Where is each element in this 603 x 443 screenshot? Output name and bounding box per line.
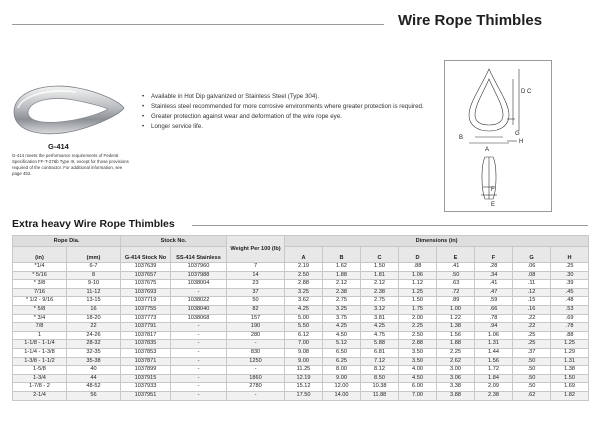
cell-g: .16 [513, 305, 551, 314]
cell-a: 7.00 [285, 340, 323, 349]
thimble-spec-table [12, 235, 589, 401]
cell-d: 6.00 [399, 383, 437, 392]
cell-a: 2.19 [285, 263, 323, 272]
dim-label-h: H [519, 139, 524, 145]
cell-weight: 2780 [227, 383, 285, 392]
cell-mm: 22 [67, 323, 121, 332]
cell-h: 1.38 [551, 366, 589, 375]
table-row [13, 288, 589, 297]
header-rope-dia: Rope Dia. [13, 236, 121, 247]
cell-b: 2.75 [323, 297, 361, 306]
cell-h: .88 [551, 331, 589, 340]
cell-g: .11 [513, 280, 551, 289]
cell-mm: 11-12 [67, 288, 121, 297]
cell-ss414: - [171, 391, 227, 400]
cell-f: .66 [475, 305, 513, 314]
cell-c: 8.12 [361, 366, 399, 375]
cell-e: .89 [437, 297, 475, 306]
cell-in: * 3/8 [13, 280, 67, 289]
cell-h: .69 [551, 314, 589, 323]
header-g414: G-414 Stock No [121, 247, 171, 263]
cell-mm: 13-15 [67, 297, 121, 306]
table-row [13, 348, 589, 357]
cell-c: 10.38 [361, 383, 399, 392]
cell-g: .50 [513, 374, 551, 383]
section-title: Extra heavy Wire Rope Thimbles [12, 218, 175, 230]
header-g: G [513, 247, 551, 263]
cell-d: 4.00 [399, 366, 437, 375]
cell-weight: 23 [227, 280, 285, 289]
dim-label-b: B [459, 135, 464, 141]
header-mm: (mm) [67, 247, 121, 263]
table-row [13, 271, 589, 280]
cell-d: 1.12 [399, 280, 437, 289]
cell-ss414: - [171, 366, 227, 375]
feature-text: Stainless steel recommended for more corrosive environments where greater protection is required. [151, 103, 424, 110]
cell-h: .53 [551, 305, 589, 314]
cell-weight: - [227, 366, 285, 375]
cell-f: .34 [475, 271, 513, 280]
cell-d: 3.50 [399, 357, 437, 366]
cell-g: .50 [513, 366, 551, 375]
cell-b: 2.12 [323, 280, 361, 289]
cell-ss414: 1038040 [171, 305, 227, 314]
cell-d: 2.25 [399, 323, 437, 332]
cell-ss414: 1038022 [171, 297, 227, 306]
cell-ss414: - [171, 374, 227, 383]
cell-e: 2.25 [437, 348, 475, 357]
cell-mm: 8 [67, 271, 121, 280]
cell-c: 7.12 [361, 357, 399, 366]
cell-b: 2.38 [323, 288, 361, 297]
page-title: Wire Rope Thimbles [398, 12, 543, 29]
table-row [13, 391, 589, 400]
cell-h: .78 [551, 323, 589, 332]
cell-f: .59 [475, 297, 513, 306]
cell-d: .88 [399, 263, 437, 272]
cell-g414: 1037835 [121, 340, 171, 349]
dimension-diagram [444, 60, 552, 212]
cell-f: 1.06 [475, 331, 513, 340]
cell-e: .63 [437, 280, 475, 289]
cell-f: 2.38 [475, 391, 513, 400]
feature-item [142, 102, 432, 112]
cell-weight: 190 [227, 323, 285, 332]
cell-f: .47 [475, 288, 513, 297]
cell-b: 3.25 [323, 305, 361, 314]
cell-g414: 1037791 [121, 323, 171, 332]
cell-b: 6.25 [323, 357, 361, 366]
cell-in: 1-3/8 - 1-1/2 [13, 357, 67, 366]
cell-g414: 1037773 [121, 314, 171, 323]
cell-ss414: - [171, 383, 227, 392]
cell-mm: 40 [67, 366, 121, 375]
cell-a: 3.25 [285, 288, 323, 297]
feature-list [142, 92, 432, 132]
dim-label-f: F [491, 187, 495, 193]
table-row [13, 374, 589, 383]
cell-b: 9.00 [323, 374, 361, 383]
cell-in: * 5/8 [13, 305, 67, 314]
cell-weight: 1250 [227, 357, 285, 366]
cell-g: .50 [513, 357, 551, 366]
cell-d: 7.00 [399, 391, 437, 400]
table-row [13, 314, 589, 323]
cell-mm: 28-32 [67, 340, 121, 349]
header-b: B [323, 247, 361, 263]
product-description: G-414 meets the performance requirements of Federal Specification FF-T-276b Type III, except for those provisions required of the contractor. For additional information, see page 452. [12, 153, 129, 176]
cell-h: 1.82 [551, 391, 589, 400]
cell-mm: 48-52 [67, 383, 121, 392]
dim-label-a: A [485, 147, 490, 153]
cell-g414: 1037675 [121, 280, 171, 289]
header-h: H [551, 247, 589, 263]
table-row [13, 297, 589, 306]
cell-ss414: - [171, 331, 227, 340]
feature-item [142, 122, 432, 132]
cell-b: 1.88 [323, 271, 361, 280]
cell-g414: 1037693 [121, 288, 171, 297]
table-row [13, 305, 589, 314]
cell-g414: 1037933 [121, 383, 171, 392]
cell-ss414: 1037960 [171, 263, 227, 272]
cell-mm: 56 [67, 391, 121, 400]
cell-e: .50 [437, 271, 475, 280]
cell-e: .41 [437, 263, 475, 272]
cell-h: 1.50 [551, 374, 589, 383]
cell-d: 1.50 [399, 297, 437, 306]
cell-e: 3.88 [437, 391, 475, 400]
bullet-icon: • [142, 93, 145, 100]
cell-g: .62 [513, 391, 551, 400]
header-in: (in) [13, 247, 67, 263]
header-weight: Weight Per 100 (lb) [227, 236, 285, 263]
cell-mm: 9-10 [67, 280, 121, 289]
cell-g414: 1037871 [121, 357, 171, 366]
cell-g414: 1037853 [121, 348, 171, 357]
dim-label-d: D [521, 89, 526, 95]
cell-weight: 830 [227, 348, 285, 357]
cell-g: .25 [513, 331, 551, 340]
cell-a: 5.50 [285, 323, 323, 332]
dim-label-e: E [491, 202, 496, 208]
cell-in: 1-3/4 [13, 374, 67, 383]
cell-g: .06 [513, 263, 551, 272]
cell-e: .72 [437, 288, 475, 297]
header-stock-no: Stock No. [121, 236, 227, 247]
cell-h: .48 [551, 297, 589, 306]
cell-h: 1.29 [551, 348, 589, 357]
header-c: C [361, 247, 399, 263]
cell-in: 1-5/8 [13, 366, 67, 375]
feature-text: Available in Hot Dip galvanized or Stainless Steel (Type 304). [151, 93, 320, 100]
table-row [13, 366, 589, 375]
cell-in: 1-1/4 - 1-3/8 [13, 348, 67, 357]
cell-d: 1.25 [399, 288, 437, 297]
cell-g414: 1037915 [121, 374, 171, 383]
bullet-icon: • [142, 113, 145, 120]
cell-mm: 24-26 [67, 331, 121, 340]
cell-g414: 1037817 [121, 331, 171, 340]
cell-g: .12 [513, 288, 551, 297]
cell-b: 3.75 [323, 314, 361, 323]
cell-f: .94 [475, 323, 513, 332]
cell-ss414: - [171, 348, 227, 357]
cell-d: 2.50 [399, 331, 437, 340]
cell-g414: 1037951 [121, 391, 171, 400]
cell-a: 4.25 [285, 305, 323, 314]
cell-b: 1.62 [323, 263, 361, 272]
cell-h: .30 [551, 271, 589, 280]
table-row [13, 280, 589, 289]
bullet-icon: • [142, 123, 145, 130]
cell-c: 8.50 [361, 374, 399, 383]
cell-a: 5.00 [285, 314, 323, 323]
cell-in: 1-7/8 - 2 [13, 383, 67, 392]
cell-a: 2.50 [285, 271, 323, 280]
product-code: G-414 [48, 142, 69, 151]
cell-in: *1/4 [13, 263, 67, 272]
cell-g414: 1037657 [121, 271, 171, 280]
header-e: E [437, 247, 475, 263]
cell-g414: 1037755 [121, 305, 171, 314]
cell-g: .22 [513, 314, 551, 323]
cell-b: 12.00 [323, 383, 361, 392]
cell-g: .08 [513, 271, 551, 280]
cell-mm: 32-35 [67, 348, 121, 357]
cell-d: 4.50 [399, 374, 437, 383]
cell-g: .37 [513, 348, 551, 357]
dim-label-g: G [515, 131, 520, 137]
cell-weight: 280 [227, 331, 285, 340]
cell-mm: 6-7 [67, 263, 121, 272]
cell-weight: 82 [227, 305, 285, 314]
cell-d: 2.88 [399, 340, 437, 349]
cell-c: 6.81 [361, 348, 399, 357]
table-row [13, 383, 589, 392]
cell-g414: 1037639 [121, 263, 171, 272]
cell-in: * 1/2 - 9/16 [13, 297, 67, 306]
cell-f: 1.44 [475, 348, 513, 357]
cell-h: 1.31 [551, 357, 589, 366]
cell-e: 1.22 [437, 314, 475, 323]
table-row [13, 331, 589, 340]
cell-h: .39 [551, 280, 589, 289]
header-dimensions: Dimensions (in) [285, 236, 589, 247]
cell-f: 1.31 [475, 340, 513, 349]
cell-g414: 1037719 [121, 297, 171, 306]
cell-d: 1.75 [399, 305, 437, 314]
cell-f: .41 [475, 280, 513, 289]
cell-weight: - [227, 391, 285, 400]
cell-c: 3.12 [361, 305, 399, 314]
cell-c: 2.38 [361, 288, 399, 297]
cell-f: .78 [475, 314, 513, 323]
cell-mm: 35-38 [67, 357, 121, 366]
cell-a: 3.62 [285, 297, 323, 306]
title-rule [12, 24, 384, 25]
feature-item [142, 112, 432, 122]
table-row [13, 263, 589, 272]
cell-a: 9.08 [285, 348, 323, 357]
cell-a: 2.88 [285, 280, 323, 289]
thimble-dimension-drawing [445, 61, 551, 211]
cell-in: * 5/16 [13, 271, 67, 280]
feature-text: Longer service life. [151, 123, 203, 130]
cell-mm: 18-20 [67, 314, 121, 323]
thimble-product-image [8, 78, 128, 140]
feature-text: Greater protection against wear and deformation of the wire rope eye. [151, 113, 342, 120]
cell-d: 2.00 [399, 314, 437, 323]
cell-h: .45 [551, 288, 589, 297]
cell-f: 1.56 [475, 357, 513, 366]
cell-f: .28 [475, 263, 513, 272]
cell-a: 6.12 [285, 331, 323, 340]
header-a: A [285, 247, 323, 263]
cell-b: 4.25 [323, 323, 361, 332]
cell-f: 1.84 [475, 374, 513, 383]
cell-weight: 50 [227, 297, 285, 306]
cell-g: .15 [513, 297, 551, 306]
cell-in: * 3/4 [13, 314, 67, 323]
cell-d: 1.06 [399, 271, 437, 280]
cell-c: 2.12 [361, 280, 399, 289]
cell-e: 1.00 [437, 305, 475, 314]
cell-c: 11.88 [361, 391, 399, 400]
cell-e: 1.56 [437, 331, 475, 340]
cell-ss414: - [171, 357, 227, 366]
cell-f: 1.72 [475, 366, 513, 375]
cell-f: 2.09 [475, 383, 513, 392]
cell-ss414: 1038068 [171, 314, 227, 323]
cell-a: 11.25 [285, 366, 323, 375]
cell-c: 3.81 [361, 314, 399, 323]
cell-in: 7/16 [13, 288, 67, 297]
header-d: D [399, 247, 437, 263]
cell-in: 1-1/8 - 1-1/4 [13, 340, 67, 349]
spec-table-body [13, 263, 589, 401]
thimble-photo-illustration [8, 78, 128, 140]
cell-c: 1.50 [361, 263, 399, 272]
section-rule [192, 225, 588, 226]
cell-weight: 1860 [227, 374, 285, 383]
cell-ss414: 1038004 [171, 280, 227, 289]
cell-e: 3.00 [437, 366, 475, 375]
cell-weight: - [227, 340, 285, 349]
header-ss414: SS-414 Stainless [171, 247, 227, 263]
cell-g: .25 [513, 340, 551, 349]
dim-label-c: C [527, 89, 532, 95]
cell-a: 15.12 [285, 383, 323, 392]
cell-weight: 7 [227, 263, 285, 272]
cell-e: 3.38 [437, 383, 475, 392]
cell-c: 4.25 [361, 323, 399, 332]
cell-d: 3.50 [399, 348, 437, 357]
cell-e: 2.62 [437, 357, 475, 366]
cell-b: 5.12 [323, 340, 361, 349]
cell-a: 17.50 [285, 391, 323, 400]
cell-g414: 1037899 [121, 366, 171, 375]
cell-weight: 37 [227, 288, 285, 297]
cell-a: 12.19 [285, 374, 323, 383]
cell-h: .25 [551, 263, 589, 272]
cell-in: 1 [13, 331, 67, 340]
cell-e: 1.38 [437, 323, 475, 332]
cell-b: 6.50 [323, 348, 361, 357]
table-row [13, 340, 589, 349]
cell-e: 1.88 [437, 340, 475, 349]
bullet-icon: • [142, 103, 145, 110]
cell-ss414: 1037988 [171, 271, 227, 280]
cell-c: 1.81 [361, 271, 399, 280]
cell-ss414: - [171, 323, 227, 332]
header-f: F [475, 247, 513, 263]
cell-weight: 157 [227, 314, 285, 323]
cell-e: 3.06 [437, 374, 475, 383]
cell-c: 4.75 [361, 331, 399, 340]
table-row [13, 357, 589, 366]
cell-b: 8.00 [323, 366, 361, 375]
cell-a: 9.00 [285, 357, 323, 366]
feature-item [142, 92, 432, 102]
cell-c: 2.75 [361, 297, 399, 306]
cell-in: 7/8 [13, 323, 67, 332]
cell-in: 2-1/4 [13, 391, 67, 400]
cell-g: .50 [513, 383, 551, 392]
cell-weight: 14 [227, 271, 285, 280]
cell-mm: 44 [67, 374, 121, 383]
cell-ss414: - [171, 340, 227, 349]
cell-c: 5.88 [361, 340, 399, 349]
cell-b: 14.00 [323, 391, 361, 400]
cell-mm: 16 [67, 305, 121, 314]
table-row [13, 323, 589, 332]
cell-h: 1.69 [551, 383, 589, 392]
cell-ss414: - [171, 288, 227, 297]
cell-h: 1.25 [551, 340, 589, 349]
cell-b: 4.50 [323, 331, 361, 340]
cell-g: .22 [513, 323, 551, 332]
